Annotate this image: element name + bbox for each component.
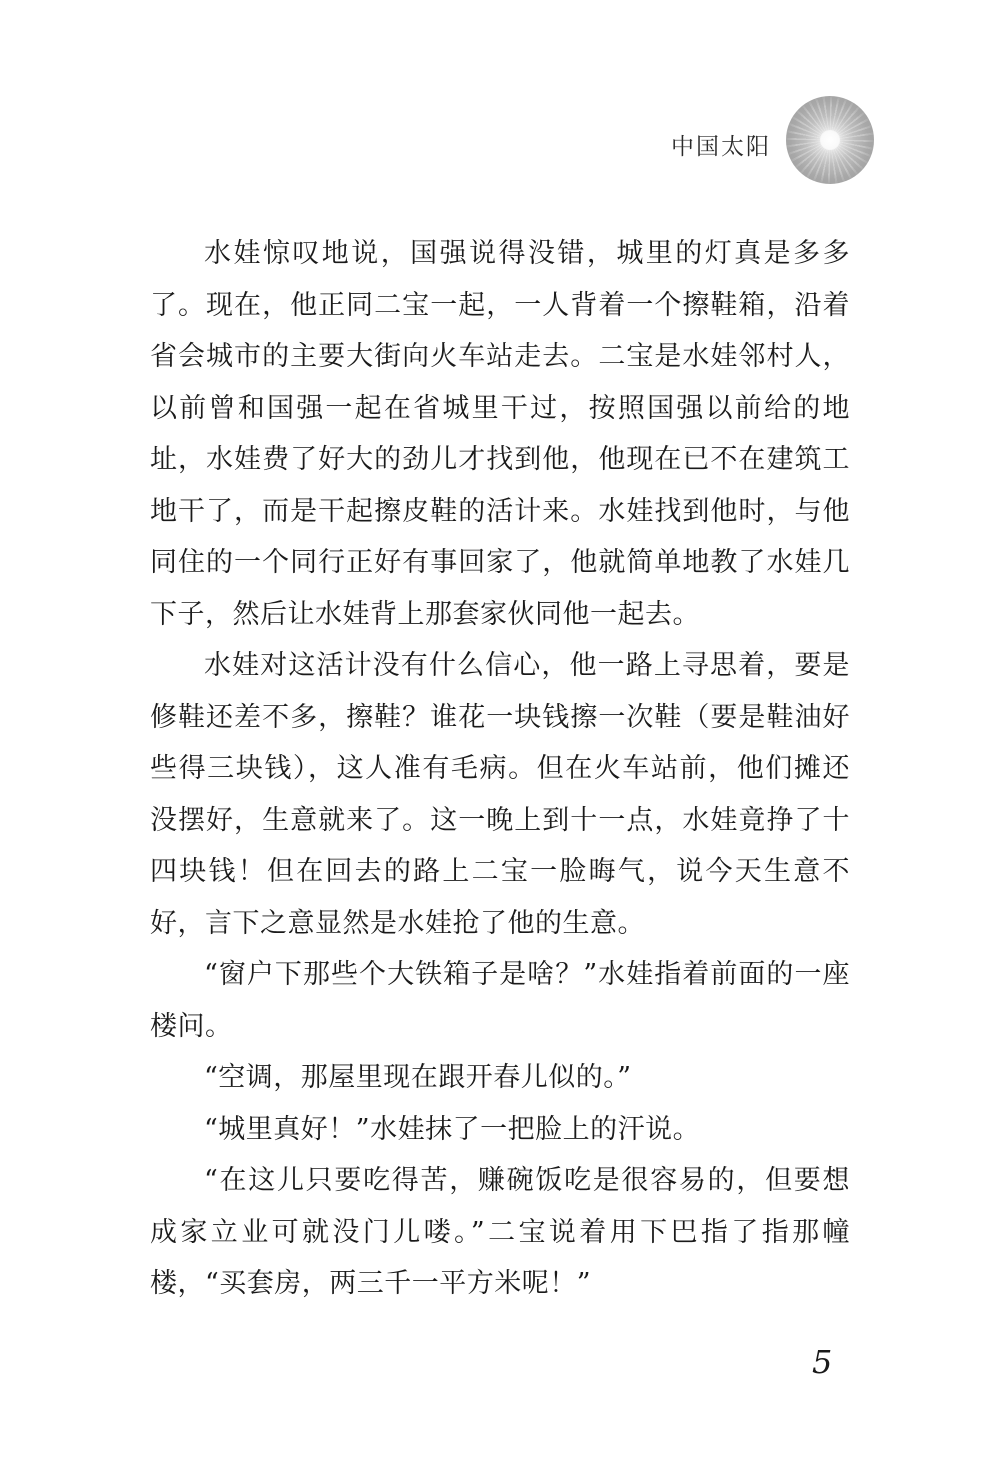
paragraph-2: 水娃对这活计没有什么信心，他一路上寻思着，要是修鞋还差不多，擦鞋？谁花一块钱擦一次鞋（要是鞋油好些得三块钱），这人准有毛病。但在火车站前，他们摊还没摆好，生意就来了。这一晚上到十一点，水娃竟挣了十四块钱！但在回去的路上二宝一脸晦气，说今天生意不好，言下之意显然是水娃抢了他的生意。 — [150, 650, 850, 939]
sun-core — [820, 130, 840, 150]
paragraph-1: 水娃惊叹地说，国强说得没错，城里的灯真是多多了。现在，他正同二宝一起，一人背着一个擦鞋箱，沿着省会城市的主要大街向火车站走去。二宝是水娃邻村人，以前曾和国强一起在省城里干过，按照国强以前给的地址，水娃费了好大的劲儿才找到他，他现在已不在建筑工地干了，而是干起擦皮鞋的活计来。水娃找到他时，与他同住的一个同行正好有事回家了，他就简单地教了水娃几下子，然后让水娃背上那套家伙同他一起去。 — [150, 238, 850, 630]
sun-icon — [786, 96, 874, 184]
book-title: 中国太阳 — [671, 134, 771, 160]
page-number: 5 — [812, 1343, 833, 1381]
paragraph-6: “在这儿只要吃得苦，赚碗饭吃是很容易的，但要想成家立业可就没门儿喽。”二宝说着用下巴指了指那幢楼，“买套房，两三千一平方米呢！” — [150, 1165, 850, 1299]
paragraph-3: “窗户下那些个大铁箱子是啥？”水娃指着前面的一座楼问。 — [150, 959, 850, 1042]
paragraph-5: “城里真好！”水娃抹了一把脸上的汗说。 — [204, 1113, 701, 1145]
body-text — [150, 228, 850, 1310]
running-header — [0, 96, 1000, 188]
paragraph-4: “空调，那屋里现在跟开春儿似的。” — [204, 1062, 632, 1093]
